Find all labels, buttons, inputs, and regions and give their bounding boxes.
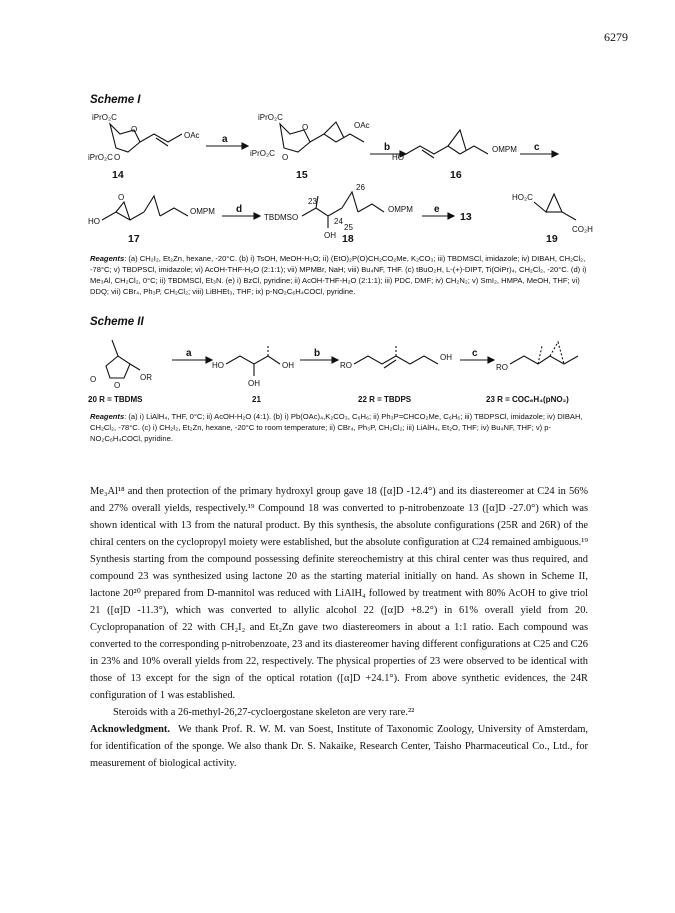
label-ring-o-20: O — [114, 381, 121, 390]
label-c25: 25 — [344, 223, 353, 232]
compound-number-19: 19 — [546, 233, 558, 245]
compound-number-21: 21 — [252, 395, 261, 404]
body-paragraph-1: Me₃Al¹⁸ and then protection of the primary hydroxyl group gave 18 ([α]D -12.4°) and its diastereomer at C24 in 56% and 27% overall yields, respectively.¹⁹ Compound 18 was converted to p-nitrobenzoate 13 ([α]D -27.0°) which was shown identical with 13 from the natural product. By this synthesis, the absolute configurations (25R and 26R) of the chiral centers on the cyclopropyl moiety were established, but the absolute configuration at C24 remained ambiguous.¹⁹ Synthesis starting from the compound possessing definite stereochemistry at this chiral center was thus required, and compound 23 was synthesized using lactone 20 as the starting material initially on hand. As shown in Scheme II, lactone 20²⁰ prepared from D-mannitol was reduced with LiAlH₄ followed by treatment with 80% AcOH to give triol 21 ([α]D -11.3°), which was converted to allylic alcohol 22 ([α]D +8.2°) in 61% overall yield from 20. Cyclopropanation of 22 with CH₂I₂ and Et₂Zn gave two diastereomers in about a 1:1 ratio. Each compound was converted to the corresponding p-nitrobenzoate, 23 and its diastereomer having different configurations at C25 and C26 in 23% and 10% overall yields from 22, respectively. The physical properties of 23 were observed to be identical with those of 13 except for the sign of the optical rotation ([α]D +24.1°). From above synthetic evidences, the 24R configuration of 1 was established. — [90, 486, 588, 701]
page-number: 6279 — [604, 30, 628, 44]
label-carbonyl-o-20: O — [90, 375, 97, 384]
scheme-2-title: Scheme II — [90, 316, 144, 328]
label-ho-21: HO — [212, 361, 224, 370]
acknowledgment-text: We thank Prof. R. W. M. van Soest, Institute of Taxonomic Zoology, University of Amsterdam, for identification of the sponge. We also thank Dr. S. Nakaike, Research Center, Taisho Pharmaceutical Co., Ltd., for measurement of biological activity. — [90, 724, 588, 769]
arrow-d-scheme1 — [222, 204, 260, 219]
structure-15 — [250, 113, 370, 162]
label-epoxide-o-17: O — [118, 193, 125, 202]
structure-14 — [88, 113, 200, 162]
arrow-label-c-2: c — [472, 348, 478, 359]
arrow-label-d: d — [236, 204, 243, 215]
label-or-20: OR — [140, 373, 152, 382]
label-oh-21a: OH — [248, 379, 260, 388]
label-oh-22: OH — [440, 353, 452, 362]
label-c26: 26 — [356, 183, 365, 192]
label-tbdmso: TBDMSO — [264, 213, 299, 222]
arrow-e-scheme1 — [422, 204, 454, 219]
scheme-2-structures — [88, 330, 608, 405]
acknowledgment-heading: Acknowledgment. — [90, 724, 170, 735]
structure-16 — [392, 130, 517, 162]
label-ompm-17: OMPM — [190, 207, 215, 216]
arrow-label-b-2: b — [314, 348, 321, 359]
label-ho-16: HO — [392, 153, 404, 162]
scheme-1-reagents — [90, 253, 590, 297]
label-c24: 24 — [334, 217, 343, 226]
scheme-1-structures — [88, 108, 608, 248]
scheme-2-reagents-label: Reagents — [90, 412, 125, 421]
label-oh-18: OH — [324, 231, 336, 240]
label-oac-15: OAc — [354, 121, 370, 130]
label-co2h: CO₂H — [572, 225, 593, 234]
structure-22 — [340, 344, 452, 370]
label-iPrO2C-15a: iPrO₂C — [258, 113, 283, 122]
body-paragraph-2: Steroids with a 26-methyl-26,27-cycloergostane skeleton are very rare.²² — [113, 707, 415, 718]
compound-number-20: 20 R = TBDMS — [88, 395, 143, 404]
label-ro-23: RO — [496, 363, 508, 372]
label-ring-o-14a: O — [131, 125, 138, 134]
arrow-label-c: c — [534, 142, 540, 153]
label-ro-22: RO — [340, 361, 352, 370]
label-ring-o-15a: O — [302, 123, 309, 132]
label-ho-17: HO — [88, 217, 100, 226]
structure-21 — [212, 344, 294, 388]
compound-number-15: 15 — [296, 169, 308, 181]
label-ompm-16: OMPM — [492, 145, 517, 154]
label-oac-14: OAc — [184, 131, 200, 140]
label-ompm-18: OMPM — [388, 205, 413, 214]
label-iPrO2C-14b: iPrO₂C — [88, 153, 113, 162]
arrow-c-scheme1 — [520, 142, 558, 157]
compound-number-17: 17 — [128, 233, 140, 245]
label-ring-o-15b: O — [282, 153, 289, 162]
arrow-label-b: b — [384, 142, 391, 153]
arrow-a-scheme2 — [172, 348, 212, 363]
label-iPrO2C-14a: iPrO₂C — [92, 113, 117, 122]
compound-number-14: 14 — [112, 169, 124, 181]
arrow-a-scheme1 — [206, 134, 248, 149]
acknowledgment-paragraph — [90, 721, 588, 772]
arrow-label-e: e — [434, 204, 440, 215]
label-oh-21b: OH — [282, 361, 294, 370]
structure-18 — [264, 183, 413, 240]
structure-17 — [88, 193, 215, 226]
structure-19 — [512, 193, 593, 234]
body-text — [90, 483, 588, 772]
compound-number-23: 23 R = COC₆H₄(pNO₂) — [486, 395, 569, 404]
compound-number-18: 18 — [342, 233, 354, 245]
arrow-b-scheme2 — [300, 348, 338, 363]
scheme-1-title: Scheme I — [90, 94, 141, 106]
label-c23: 23 — [308, 197, 317, 206]
label-ring-o-14b: O — [114, 153, 121, 162]
scheme-2-reagents — [90, 411, 590, 444]
structure-20 — [90, 340, 152, 390]
scheme-1-reagents-label: Reagents — [90, 254, 125, 263]
compound-number-16: 16 — [450, 169, 462, 181]
arrow-label-a: a — [222, 134, 228, 145]
arrow-c-scheme2 — [460, 348, 494, 363]
structure-23 — [496, 342, 578, 372]
scheme-1-reagents-text: : (a) CH₂I₂, Et₂Zn, hexane, -20°C. (b) i) TsOH, MeOH-H₂O; ii) (EtO)₂P(O)CH₂CO₂Me, K₂CO₃; iii) TBDMSCl, imidazole; iv) DIBAH, CH₂Cl₂, -78°C; v) TBDPSCl, imidazole; vi) AcOH-THF-H₂O (2:1:1); vii) MPMBr, NaH; viii) Bu₄NF, THF. (c) tBuO₂H, L-(+)-DIPT, Ti(OiPr)₄, CH₂Cl₂, -20°C. (d) i) Me₃Al, CH₂Cl₂, 0°C; ii) TBDMSCl, Et₃N. (e) i) BzCl, pyridine; ii) AcOH-THF-H₂O (2:1:1); iii) PDC, DMF; iv) CH₂N₂; v) SmI₂, HMPA, MeOH, THF; vi) DDQ; vii) CBr₄, Ph₃P, CH₂Cl₂; viii) LiBHEt₃, THF; ix) p-NO₂C₆H₄COCl, pyridine. — [90, 254, 587, 296]
arrow-label-a-2: a — [186, 348, 192, 359]
label-ho2c: HO₂C — [512, 193, 533, 202]
label-iPrO2C-15b: iPrO₂C — [250, 149, 275, 158]
scheme-2-reagents-text: : (a) i) LiAlH₄, THF, 0°C; ii) AcOH-H₂O (4:1). (b) i) Pb(OAc)₄,K₂CO₃, C₆H₆; ii) Ph₃P=CHCO₂Me, C₆H₆; iii) TBDPSCl, imidazole; iv) DIBAH, CH₂Cl₂, -78°C. (c) i) CH₂I₂, Et₂Zn, hexane, -20°C to room temperature; ii) CBr₄, Ph₃P, CH₂Cl₂; iii) LiAlH₄, Et₂O, THF; iv) Bu₄NF, THF; v) p-NO₂C₆H₄COCl, pyridine. — [90, 412, 583, 443]
compound-number-22: 22 R = TBDPS — [358, 395, 412, 404]
compound-number-13: 13 — [460, 211, 472, 223]
